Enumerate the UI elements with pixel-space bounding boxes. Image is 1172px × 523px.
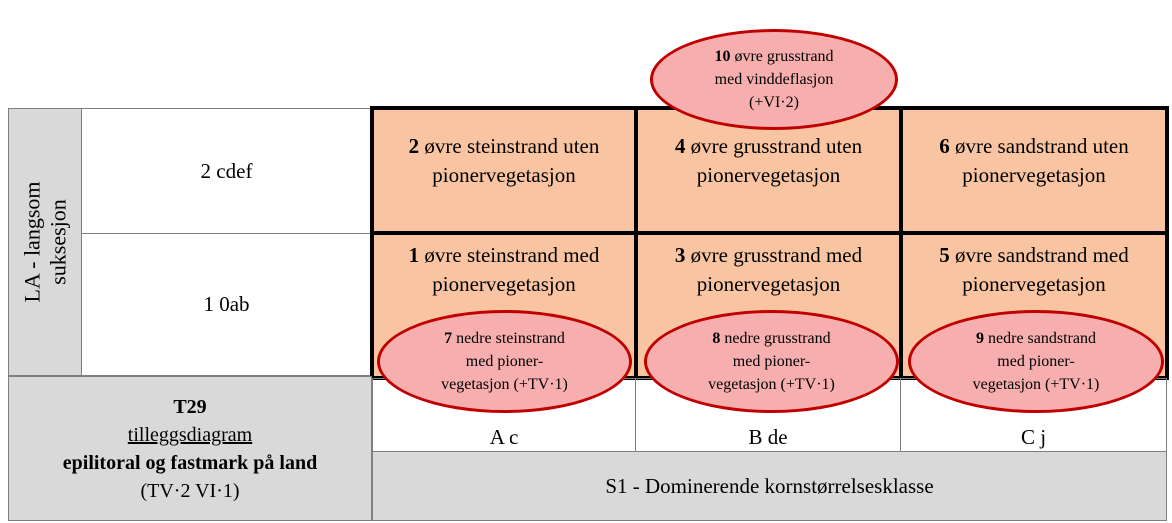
legend-code: T29 — [173, 395, 207, 418]
cell-1: 1 øvre steinstrand med pionervegetasjon — [372, 233, 636, 378]
col-label-b: B de — [635, 378, 901, 452]
ellipse-9: 9 nedre sandstrand med pioner- vegetasjon (+TV·1) — [908, 310, 1164, 413]
row-label-bottom: 1 0ab — [81, 233, 372, 376]
ellipse-8: 8 nedre grusstrand med pioner- vegetasjon (+TV·1) — [644, 310, 899, 413]
cell-2: 2 øvre steinstrand uten pionervegetasjon — [372, 108, 636, 233]
cell-3: 3 øvre grusstrand med pionervegetasjon — [636, 233, 901, 378]
legend-subtitle: tilleggsdiagram — [127, 423, 253, 446]
grid-hline — [370, 231, 1169, 235]
cell-4: 4 øvre grusstrand uten pionervegetasjon — [636, 108, 901, 233]
ellipse-7: 7 nedre steinstrand med pioner- vegetasjon (+TV·1) — [377, 310, 632, 413]
row-axis-title — [8, 108, 82, 376]
grid-vline-2 — [899, 106, 903, 380]
legend-name: epilitoral og fastmark på land — [62, 451, 318, 474]
cell-6: 6 øvre sandstrand uten pionervegetasjon — [901, 108, 1167, 233]
cell-5: 5 øvre sandstrand med pionervegetasjon — [901, 233, 1167, 378]
col-axis-title: S1 - Dominerende kornstørrelsesklasse — [372, 451, 1167, 521]
row-label-top: 2 cdef — [81, 108, 372, 234]
legend-box — [8, 376, 372, 521]
row-axis-title-text: LA - langsom suksesjon — [19, 181, 70, 303]
ellipse-10: 10 øvre grusstrand med vinddeflasjon (+VI·2) — [650, 29, 898, 130]
grid-vline-1 — [634, 106, 638, 380]
col-label-c: C j — [900, 378, 1167, 452]
legend-extra: (TV·2 VI·1) — [140, 479, 240, 502]
col-label-a: A c — [372, 378, 636, 452]
